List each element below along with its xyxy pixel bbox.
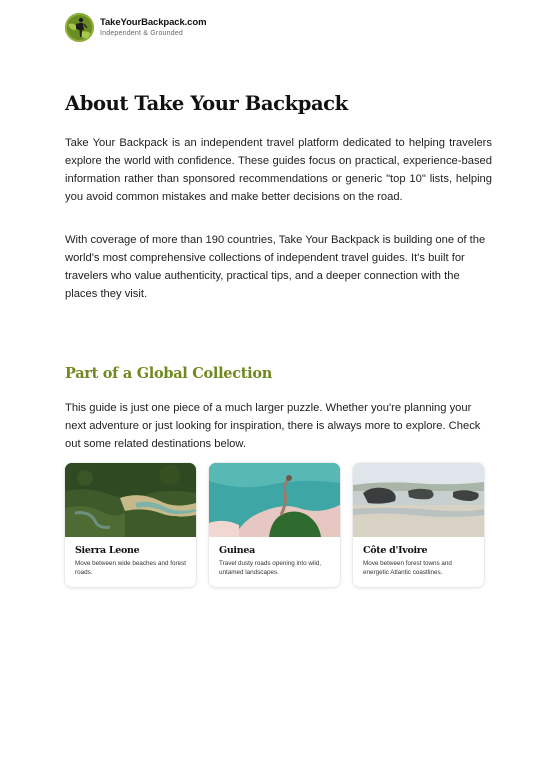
collection-intro: This guide is just one piece of a much larger puzzle. Whether you're planning your next adventure or just looking for inspiration, there is always more to explore. Check out some related destinations below.	[65, 402, 481, 450]
card-title: Sierra Leone	[75, 545, 140, 556]
destination-card-guinea[interactable]	[209, 463, 340, 587]
page-title: About Take Your Backpack	[65, 92, 348, 115]
cote-divoire-photo	[353, 463, 484, 537]
card-title: Guinea	[219, 545, 255, 556]
card-description: Move between forest towns and energetic Atlantic coastlines.	[363, 560, 452, 576]
card-description: Travel dusty roads opening into wild, untamed landscapes.	[219, 560, 321, 576]
card-title: Côte d'Ivoire	[363, 545, 428, 556]
brand-name[interactable]: TakeYourBackpack.com	[100, 17, 207, 29]
about-paragraph-1: Take Your Backpack is an independent travel platform dedicated to helping travelers explore the world with confidence. These guides focus on practical, experience-based information rather than sponsored recommendations or generic "top 10" lists, helping you avoid common mistakes and make better decisions on the road.	[65, 137, 492, 203]
brand	[100, 18, 206, 37]
sierra-leone-photo	[65, 463, 196, 537]
brand-tagline: Independent & Grounded	[100, 29, 184, 37]
site-header	[65, 13, 206, 42]
collection-title: Part of a Global Collection	[65, 365, 272, 382]
card-description: Move between wide beaches and forest roads.	[75, 560, 186, 576]
destination-cards	[65, 463, 484, 587]
about-paragraph-2: With coverage of more than 190 countries, Take Your Backpack is building one of the world's most comprehensive collections of independent travel guides. It's built for travelers who value authenticity, practical tips, and a deeper connection with the places they visit.	[65, 234, 486, 300]
destination-card-sierra-leone[interactable]	[65, 463, 196, 587]
guinea-photo	[209, 463, 340, 537]
destination-card-cote-divoire[interactable]	[353, 463, 484, 587]
backpacker-globe-icon[interactable]	[65, 13, 94, 42]
